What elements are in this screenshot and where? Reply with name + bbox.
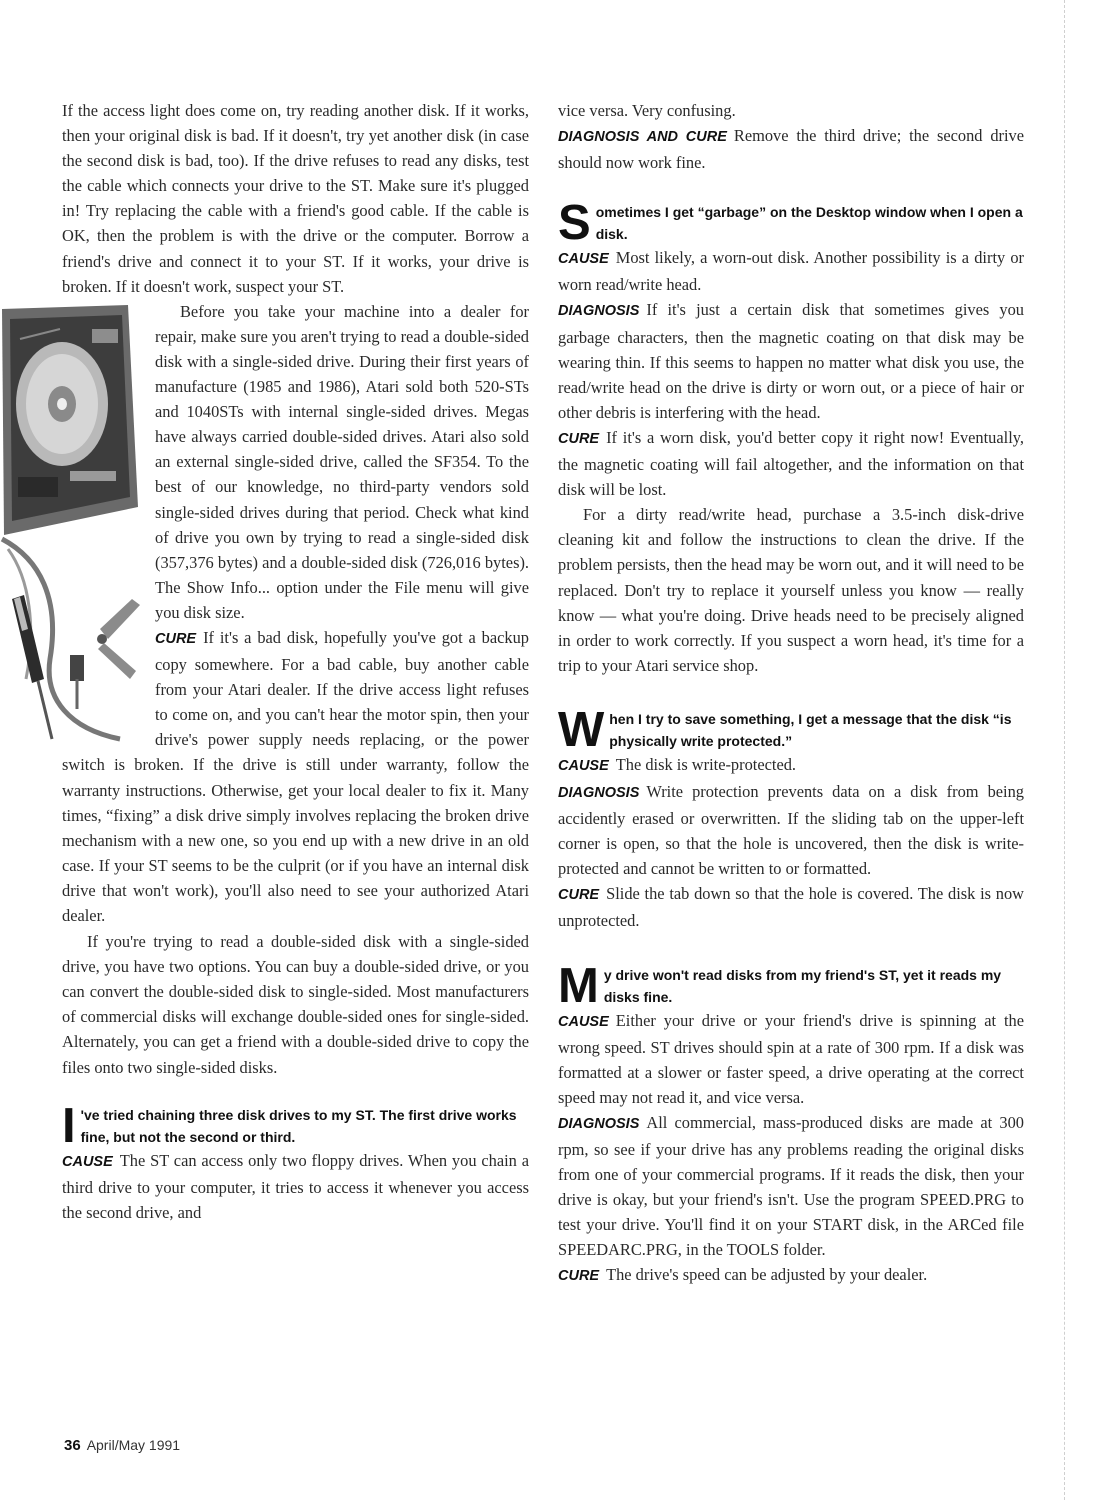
- diagnosis-label: DIAGNOSIS: [558, 1115, 640, 1132]
- right-column: [558, 98, 1024, 1290]
- cure-text: If it's a worn disk, you'd better copy it right now! Eventually, the magnetic coating will fail altogether, and the information on that disk will be lost.: [558, 427, 1024, 500]
- drop-cap: M: [558, 963, 599, 1008]
- cause-text: Most likely, a worn-out disk. Another possibility is a dirty or worn read/write head.: [558, 248, 1024, 295]
- page-footer: [64, 1437, 180, 1454]
- cause-label: CAUSE: [558, 251, 609, 268]
- cure-label: CURE: [558, 1268, 600, 1285]
- cause-block-garbage: [558, 245, 1024, 297]
- diagnosis-label: DIAGNOSIS: [558, 784, 640, 801]
- page-edge-rule: [1064, 0, 1065, 1500]
- cause-block-write-protected: [558, 752, 1024, 779]
- diagnosis-cure-label: DIAGNOSIS AND CURE: [558, 129, 727, 146]
- cure-text: Slide the tab down so that the hole is covered. The disk is now unprotected.: [558, 884, 1024, 931]
- diagnosis-text: Write protection prevents data on a disk from being accidently erased or overwritten. If the sliding tab on the upper-left corner is open, so that the hole is uncovered, then the disk is write-protected and cannot be written to or formatted.: [558, 781, 1024, 879]
- paragraph-access-light: If the access light does come on, try reading another disk. If it works, then your original disk is bad. If it doesn't, try yet another disk (in case the second disk is bad, too). If the drive refuses to read any disks, test the cable which connects your drive to the ST. Make sure it's plugged in! Try replacing the cable with a friend's good cable. If the cable is OK, then the problem is with the drive or the computer. Borrow a friend's drive and connect it to your ST. If it works, your drive is broken. If it doesn't work, suspect your ST.: [62, 101, 529, 296]
- question-heading-garbage: [558, 201, 1024, 245]
- diagnosis-block-write-protected: [558, 779, 1024, 881]
- diagnosis-cure-text: Remove the third drive; the second drive should now work fine.: [558, 126, 1025, 173]
- page-number: 36: [64, 1437, 81, 1454]
- cure-text: The drive's speed can be adjusted by your dealer.: [606, 1265, 928, 1285]
- question-text: 've tried chaining three disk drives to my ST. The first drive works fine, but not the second or third.: [80, 1106, 517, 1145]
- cure-block-garbage: [558, 425, 1024, 502]
- cure-block-friends-st: [558, 1262, 1024, 1289]
- paragraph-before-repair: Before you take your machine into a dealer for repair, make sure you aren't trying to read a double-sided disk with a single-sided drive. During their first years of manufacture (1985 and 1986), Atari sold both 520-STs and 1040STs with internal single-sided drives. Megas have always carried double-sided drives. Atari also sold an external single-sided drive, called the SF354. To the best of our knowledge, no third-party vendors sold single-sided drives during that period. Check what kind of drive you own by trying to read a single-sided disk (357,376 bytes) and a double-sided disk (726,016 bytes). The Show Info... option under the File menu will give you disk size.: [155, 301, 529, 622]
- question-text: y drive won't read disks from my friend's ST, yet it reads my disks fine.: [603, 966, 1002, 1005]
- cause-block-friends-st: [558, 1008, 1024, 1110]
- left-column: [62, 98, 529, 1225]
- cure-text: If it's a bad disk, hopefully you've got a backup copy somewhere. For a bad cable, buy another cable from your Atari dealer. If the drive access light refuses to come on, and you can't hear the motor spin, then your drive's power supply needs replacing, or the power switch is broken. If the drive is still under warranty, follow the warranty instructions. Otherwise, get your local dealer to fix it. Many times, “fixing” a disk drive simply involves replacing the broken drive mechanism with a new one, so you end up with a new drive in an old case. If your ST seems to be the culprit (or if you have an internal disk drive that won't work), you'll also need to see your authorized Atari dealer.: [62, 627, 529, 925]
- question-heading-friends-st: [558, 964, 1024, 1008]
- question-text: ometimes I get “garbage” on the Desktop window when I open a disk.: [595, 204, 1023, 243]
- cause-label: CAUSE: [558, 757, 609, 774]
- question-text: hen I try to save something, I get a message that the disk “is physically write protected.”: [609, 710, 1012, 749]
- cure-label: CURE: [558, 430, 600, 447]
- diagnosis-cure-block: [558, 123, 1024, 175]
- diagnosis-label: DIAGNOSIS: [558, 303, 640, 320]
- paragraph-dirty-head: For a dirty read/write head, purchase a 3.5-inch disk-drive cleaning kit and follow the instructions to clean the drive. If the problem persists, then the head may be worn out, and it will need to be replaced. Don't try to replace it yourself unless you know — really know — what you're doing. Drive heads need to be precisely aligned in order to work correctly. If you suspect a worn head, it's time for a trip to your Atari service shop.: [558, 505, 1024, 675]
- cure-label: CURE: [155, 630, 197, 647]
- cause-text: The disk is write-protected.: [615, 754, 797, 774]
- cause-text: The ST can access only two floppy drives. When you chain a third drive to your computer, it tries to access it whenever you access the second drive, and: [62, 1150, 529, 1222]
- question-heading-write-protected: [558, 708, 1024, 752]
- question-heading-three-drives: [62, 1104, 529, 1148]
- diagnosis-block-friends-st: [558, 1110, 1024, 1263]
- drop-cap: S: [558, 201, 591, 246]
- continued-text: vice versa. Very confusing.: [558, 101, 736, 120]
- cause-label: CAUSE: [558, 1013, 609, 1030]
- cause-block-three-drives: [62, 1148, 529, 1225]
- paragraph-double-sided: If you're trying to read a double-sided disk with a single-sided drive, you have two options. You can buy a double-sided drive, or you can convert the double-sided disk to single-sided. Most manufacturers of commercial disks will exchange double-sided ones for single-sided. Alternately, you can get a friend with a double-sided drive to copy the files onto two single-sided disks.: [62, 932, 529, 1077]
- disk-drive-repair-photo: [0, 299, 147, 746]
- issue-date: April/May 1991: [86, 1437, 181, 1453]
- diagnosis-block-garbage: [558, 297, 1024, 424]
- cure-label: CURE: [558, 887, 600, 904]
- cause-label: CAUSE: [62, 1153, 113, 1170]
- cause-text: Either your drive or your friend's drive is spinning at the wrong speed. ST drives should spin at a rate of 300 rpm. If a disk was formatted at a slower or faster speed, a drive operating at the correct speed may not read it, and vice versa.: [558, 1010, 1024, 1107]
- diagnosis-text: All commercial, mass-produced disks are made at 300 rpm, so see if your drive has any problems reading the original disks from one of your commercial programs. If it reads the disk, then your drive is okay, but your friend's isn't. Use the program SPEED.PRG to test your drive. You'll find it on your START disk, in the ARCed file SPEEDARC.PRG, in the TOOLS folder.: [558, 1112, 1024, 1260]
- drop-cap: I: [62, 1103, 76, 1148]
- cure-block-write-protected: [558, 881, 1024, 933]
- drop-cap: W: [558, 707, 605, 752]
- diagnosis-text: If it's just a certain disk that sometimes gives you garbage characters, then the magnetic coating on that disk may be wearing thin. If this seems to happen no matter what disk you use, the read/write head on the drive is dirty or worn out, or a piece of hair or other debris is interfering with the head.: [558, 300, 1024, 422]
